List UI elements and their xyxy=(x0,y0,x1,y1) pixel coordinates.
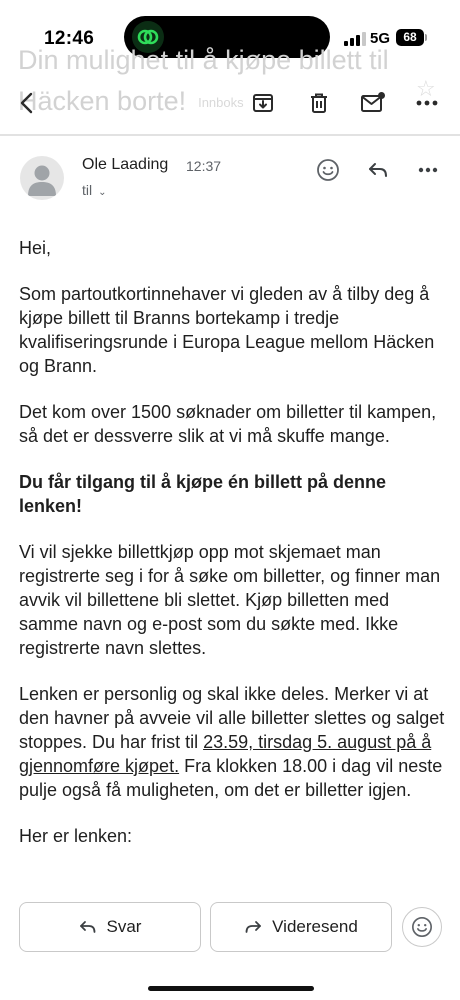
more-icon[interactable] xyxy=(412,154,444,186)
link-intro: Her er lenken: xyxy=(19,826,133,846)
email-toolbar xyxy=(0,72,460,134)
battery-icon: 68 xyxy=(396,29,424,46)
battery-tip xyxy=(425,34,427,41)
next-batch-text: Fra klokken 18.00 i dag vil neste pulje også få muligheten, om det er billetter igjen. xyxy=(19,756,443,800)
trash-icon[interactable] xyxy=(302,86,336,120)
sender-row xyxy=(0,148,460,208)
email-body xyxy=(19,236,447,870)
sender-time: 12:37 xyxy=(186,158,222,174)
inbox-label: Innboks xyxy=(198,95,244,111)
smiley-icon xyxy=(411,916,433,938)
body-paragraph: Det kom over 1500 søknader om billetter til kampen, så det er dessverre slik at vi må skuffe mange. xyxy=(19,402,437,446)
reply-icon[interactable] xyxy=(362,154,394,186)
body-paragraph: Vi vil sjekke billettkjøp opp mot skjemaet man registrerte seg i for å søke om billetter, og finner man avvik vil billettene bli slettet. Kjøp billetten med samme navn og e-post som du søkte med. Ikke registrerte navn slettes. xyxy=(19,542,441,658)
emoji-reaction-button[interactable] xyxy=(402,907,442,947)
deadline-text: Lenken er personlig og skal ikke deles. Merker vi at den havner på avveie vil alle billetter slettes og salget stoppes. Du har frist til xyxy=(19,684,445,752)
more-icon[interactable] xyxy=(410,86,444,120)
emoji-reaction-icon[interactable] xyxy=(312,154,344,186)
recipient-toggle[interactable] xyxy=(82,182,107,198)
forward-icon xyxy=(244,919,262,935)
body-paragraph-bold: Du får tilgang til å kjøpe én billett på denne lenken! xyxy=(19,472,387,516)
recipient-label: til xyxy=(82,182,93,198)
greeting: Hei, xyxy=(19,238,52,258)
reply-actions xyxy=(0,902,460,952)
network-type: 5G xyxy=(370,30,391,47)
forward-button[interactable] xyxy=(210,902,392,952)
body-paragraph: Som partoutkortinnehaver vi gleden av å tilby deg å kjøpe billett til Branns bortekamp i tredje kvalifiseringsrunde i Europa League mellom Häcken og Brann. xyxy=(19,284,435,376)
back-arrow-icon[interactable] xyxy=(10,86,44,120)
mark-unread-icon[interactable] xyxy=(356,86,390,120)
forward-button-label: Videresend xyxy=(272,917,358,936)
reply-button[interactable] xyxy=(19,902,201,952)
toolbar-divider xyxy=(0,134,460,136)
status-time: 12:46 xyxy=(44,28,95,49)
body-paragraph xyxy=(19,682,447,802)
email-subject-text: Din mulighet til å kjøpe billett til Häcken borte! xyxy=(18,45,389,116)
sender-name[interactable]: Ole Laading xyxy=(82,156,169,173)
archive-icon[interactable] xyxy=(246,86,280,120)
reply-button-label: Svar xyxy=(106,917,142,936)
star-icon[interactable]: ☆ xyxy=(416,76,436,101)
chevron-down-icon: ⌄ xyxy=(98,187,107,198)
reply-icon xyxy=(79,919,97,935)
deadline-link[interactable]: 23.59, tirsdag 5. august på å gjennomføre kjøpet. xyxy=(19,732,432,776)
home-indicator[interactable] xyxy=(148,986,314,991)
avatar[interactable] xyxy=(20,156,64,200)
